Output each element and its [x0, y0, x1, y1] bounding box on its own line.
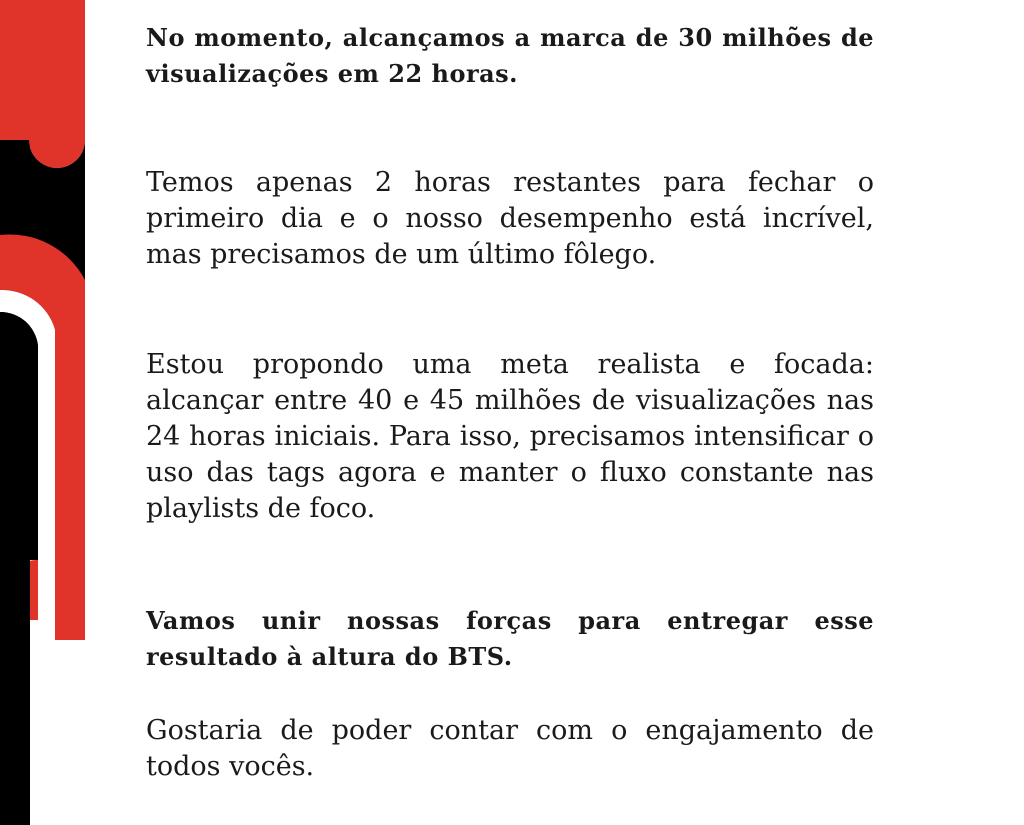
black-pillar: [0, 312, 38, 560]
paragraph-milestone: No momento, alcançamos a marca de 30 milhões de visualizações em 22 horas.: [146, 23, 874, 88]
paragraph-goal-proposal: Estou propondo uma meta realista e focada: alcançar entre 40 e 45 milhões de visualizações nas 24 horas iniciais. Para isso, precisamos intensificar o uso das tags agora e manter o fluxo constante nas playlists de foco.: [146, 349, 874, 524]
white-bottom-shape: [30, 640, 100, 825]
paragraph-unite-forces: Vamos unir nossas forças para entregar esse resultado à altura do BTS.: [146, 606, 874, 671]
paragraph-engagement: Gostaria de poder contar com o engajamento de todos vocês.: [146, 715, 874, 782]
paragraph-remaining-hours: Temos apenas 2 horas restantes para fechar o primeiro dia e o nosso desempenho está incrível, mas precisamos de um último fôlego.: [146, 167, 874, 270]
black-lower-strip: [0, 560, 30, 825]
decorative-left-border: [0, 0, 100, 825]
